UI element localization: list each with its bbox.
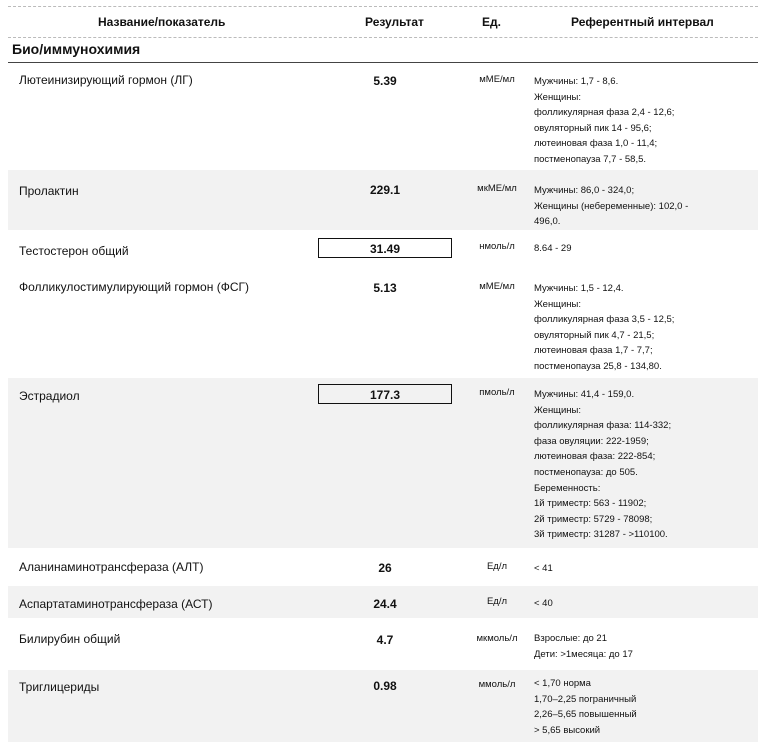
row-unit: нмоль/л [479,241,515,252]
row-unit: мкМЕ/мл [477,183,517,194]
header-unit: Ед. [482,15,501,29]
row-reference [534,281,754,375]
header-name: Название/показатель [98,15,226,29]
header-result: Результат [365,15,424,29]
row-name: Пролактин [19,184,79,198]
header-reference: Референтный интервал [571,15,714,29]
table-row [8,624,758,668]
row-result: 229.1 [369,183,401,197]
reference-line: лютеиновая фаза 1,0 - 11,4; [534,138,658,150]
reference-line: < 41 [534,563,553,574]
row-name: Аланинаминотрансфераза (АЛТ) [19,560,204,574]
section-title [8,38,758,63]
reference-line: Беременность: [534,482,601,494]
reference-line: фолликулярная фаза 3,5 - 12,5; [534,314,675,326]
row-unit: ммоль/л [478,679,516,690]
table-row [8,586,758,618]
reference-line: лютеиновая фаза: 222-854; [534,451,656,463]
row-result: 0.98 [373,679,397,693]
row-reference [534,596,754,612]
reference-line: овуляторный пик 14 - 95,6; [534,122,652,134]
reference-line: < 40 [534,598,553,609]
table-row [8,272,758,375]
reference-line: 2й триместр: 5729 - 78098; [534,513,653,525]
table-row [8,670,758,742]
section-title-text: Био/иммунохимия [12,41,141,57]
reference-line: Мужчины: 86,0 - 324,0; [534,185,635,196]
reference-line: Женщины: [534,404,582,416]
row-unit: пмоль/л [479,387,515,398]
row-unit: мМЕ/мл [479,74,515,85]
reference-line: фаза овуляции: 222-1959; [534,435,649,447]
row-unit: мМЕ/мл [479,281,515,292]
row-name: Лютеинизирующий гормон (ЛГ) [19,73,193,87]
row-reference [534,676,754,738]
table-header [8,6,758,38]
reference-line: Женщины: [534,91,582,103]
row-unit: Ед/л [486,561,508,572]
reference-line: Взрослые: до 21 [534,633,607,644]
reference-line: постменопауза 7,7 - 58,5. [534,153,647,165]
row-unit: мкмоль/л [476,633,518,644]
reference-line: 2,26–5,65 повышенный [534,709,637,721]
reference-line: Женщины (небеременные): 102,0 - [534,200,689,212]
reference-line: овуляторный пик 4,7 - 21,5; [534,329,655,341]
table-row [8,552,758,582]
reference-line: фолликулярная фаза 2,4 - 12,6; [534,107,675,119]
row-name: Фолликулостимулирующий гормон (ФСГ) [19,280,249,294]
reference-line: 496,0. [534,216,561,228]
reference-line: Женщины: [534,298,582,310]
row-result: 5.39 [373,74,397,88]
reference-line: постменопауза 25,8 - 134,80. [534,360,662,372]
reference-line: 1й триместр: 563 - 11902; [534,498,647,510]
reference-line: лютеиновая фаза 1,7 - 7,7; [534,345,653,357]
reference-line: 8.64 - 29 [534,243,572,254]
table-row [8,170,758,230]
reference-line: Мужчины: 41,4 - 159,0. [534,389,635,400]
row-reference [534,74,754,168]
row-name: Эстрадиол [19,389,80,403]
row-result: 4.7 [376,633,394,647]
row-reference [534,241,754,257]
row-unit: Ед/л [486,596,508,607]
row-result: 31.49 [318,238,452,258]
reference-line: Мужчины: 1,7 - 8,6. [534,76,619,87]
row-name: Билирубин общий [19,632,121,646]
table-row [8,378,758,548]
row-name: Аспартатаминотрансфераза (АСТ) [19,597,213,611]
row-reference [534,561,754,577]
row-reference [534,183,754,230]
reference-line: фолликулярная фаза: 114-332; [534,420,672,432]
reference-line: < 1,70 норма [534,678,591,689]
row-result: 26 [378,561,392,575]
row-reference [534,631,754,662]
reference-line: > 5,65 высокий [534,724,601,736]
row-name: Триглицериды [19,680,100,694]
row-result: 177.3 [318,384,452,404]
table-row [8,232,758,264]
row-result: 24.4 [373,597,397,611]
reference-line: постменопауза: до 505. [534,466,638,478]
reference-line: 3й триместр: 31287 - >110100. [534,529,668,541]
row-reference [534,387,754,543]
row-name: Тестостерон общий [19,244,129,258]
reference-line: 1,70–2,25 пограничный [534,693,637,705]
reference-line: Мужчины: 1,5 - 12,4. [534,283,624,294]
table-row [8,65,758,168]
reference-line: Дети: >1месяца: до 17 [534,648,633,660]
row-result: 5.13 [373,281,397,295]
